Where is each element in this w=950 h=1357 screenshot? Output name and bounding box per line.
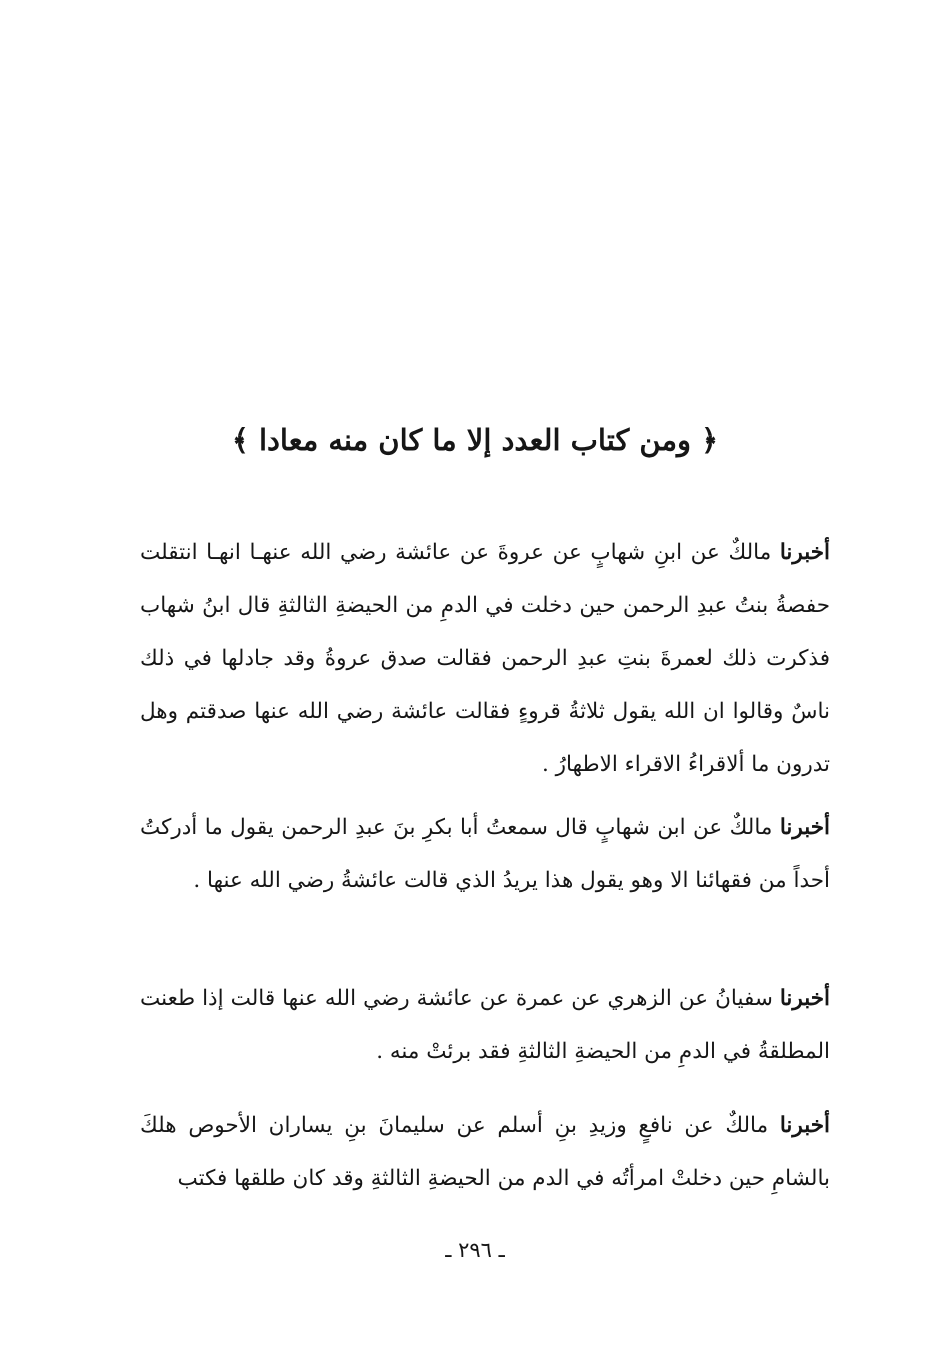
ornate-bracket-close: ﴾ [231, 423, 249, 457]
paragraph-lead: أخبرنا [779, 540, 830, 565]
paragraph-lead: أخبرنا [779, 986, 830, 1011]
paragraph-text: مالكٌ عن ابن شهابٍ قال سمعتُ أبا بكرِ بنَ عبدِ الرحمن يقول ما أدركتُ أحداً من فقهائنا الا وهو يقول هذا يريدُ الذي قالت عائشةُ رضي الله عنها . [140, 815, 830, 893]
chapter-title: ومن كتاب العدد إلا ما كان منه معادا [258, 423, 692, 457]
paragraph-lead: أخبرنا [779, 1113, 830, 1138]
paragraph-2 [140, 801, 830, 907]
paragraph-text: سفيانُ عن الزهري عن عمرة عن عائشة رضي الله عنها قالت إذا طعنت المطلقةُ في الدمِ من الحيضةِ الثالثةِ فقد برئتْ منه . [140, 986, 830, 1064]
paragraph-4 [140, 1099, 830, 1205]
paragraph-lead: أخبرنا [779, 815, 830, 840]
chapter-heading [0, 415, 950, 465]
paragraph-text: مالكٌ عن نافعٍ وزيدِ بنِ أسلم عن سليمانَ بنِ يساران الأحوص هلكَ بالشامِ حين دخلتْ امرأتُه في الدم من الحيضةِ الثالثةِ وقد كان طلقها فكتب [140, 1113, 830, 1191]
ornate-bracket-open: ﴿ [701, 423, 719, 457]
paragraph-1 [140, 526, 830, 791]
paragraph-text: مالكٌ عن ابنِ شهابٍ عن عروةَ عن عائشة رضي الله عنهـا انهـا انتقلت حفصةُ بنتُ عبدِ الرحمن حين دخلت في الدمِ من الحيضةِ الثالثةِ قال ابنُ شهاب فذكرت ذلك لعمرةَ بنتِ عبدِ الرحمن فقالت صدق عروةُ وقد جادلها في ذلك ناسٌ وقالوا ان الله يقول ثلاثةُ قروءٍ فقالت عائشة رضي الله عنها صدقتم وهل تدرون ما ألاقراءُ الاقراء الاطهارُ . [140, 540, 830, 777]
page-number: ـ ٢٩٦ ـ [445, 1238, 505, 1262]
paragraph-3 [140, 972, 830, 1078]
